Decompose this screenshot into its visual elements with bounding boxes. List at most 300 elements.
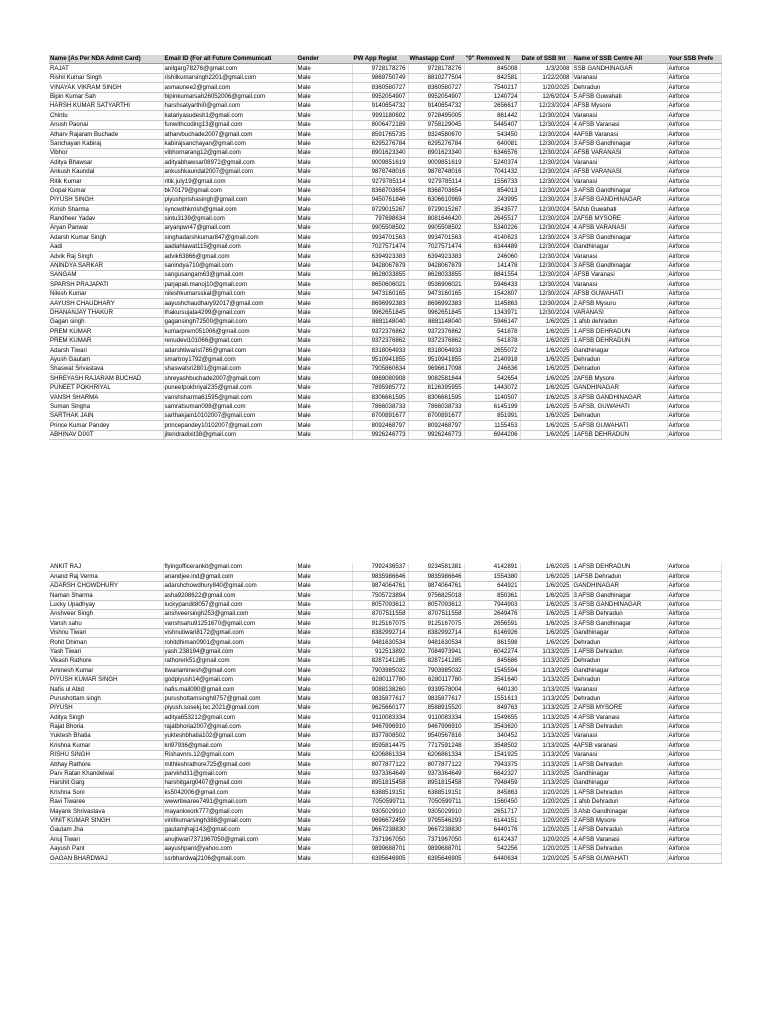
name-cell: Vishnu Tiwari [49,628,163,637]
ssb-centre-cell: 1 AFSB Dehradun [572,825,667,834]
email-cell: ks5042006@gmail.com [163,788,296,797]
table-row [49,807,721,816]
removed-cell: 7540217 [464,83,520,92]
table-row [49,355,721,364]
ssb-centre-cell: 5 AFSB, GUWAHATI [572,402,667,411]
email-cell: flyingofficerankit@gmail.com [163,563,296,572]
pw-app-cell: 7895985772 [352,383,408,392]
gender-cell: Male [296,83,352,92]
ssb-pref-cell: Airforce [667,694,721,703]
ssb-date-cell: 1/6/2025 [520,609,572,618]
email-cell: princepandey10102007@gmail.com [163,421,296,430]
ssb-centre-cell: 1 AFSB DEHRADUN [572,563,667,572]
gender-cell: Male [296,186,352,195]
gender-cell: Male [296,148,352,157]
ssb-pref-cell: Airforce [667,130,721,139]
email-cell: anilgarg78276@gmail.com [163,64,296,73]
name-cell: Anush Paonai [49,120,163,129]
pw-app-cell: 8382992714 [352,628,408,637]
name-cell: ADARSH CHOWDHURY [49,581,163,590]
ssb-date-cell: 12/30/2024 [520,139,572,148]
email-cell: advik63866@gmail.com [163,252,296,261]
email-cell: anandjee.ind@gmail.com [163,572,296,581]
gender-cell: Male [296,73,352,82]
ssb-centre-cell: Gandhinagar [572,242,667,251]
email-cell: kri97936@gmail.com [163,741,296,750]
table-row [49,430,721,439]
pw-app-cell: 9473160165 [352,289,408,298]
ssb-pref-cell: Airforce [667,572,721,581]
ssb-date-cell: 12/30/2024 [520,308,572,317]
table-row [49,854,721,863]
removed-cell: 246060 [464,252,520,261]
header-ssb-pref: Your SSB Prefe [667,55,721,64]
removed-cell: 6146926 [464,628,520,637]
pw-app-cell: 8077877122 [352,760,408,769]
table-row [49,402,721,411]
table-row [49,722,721,731]
name-cell: Rajat Bhoria [49,722,163,731]
removed-cell: 1140507 [464,393,520,402]
email-cell: mayankwork777@gmail.com [163,807,296,816]
ssb-centre-cell: 2 AFSB Mysuru [572,299,667,308]
ssb-pref-cell: Airforce [667,167,721,176]
ssb-date-cell: 12/30/2024 [520,214,572,223]
ssb-date-cell: 12/30/2024 [520,299,572,308]
pw-app-cell: 7992436537 [352,563,408,572]
removed-cell: 7041432 [464,167,520,176]
ssb-centre-cell: 3 AFSB Gandhinagar [572,139,667,148]
table-row [49,825,721,834]
gender-cell: Male [296,242,352,251]
whatsapp-cell: 9536906021 [408,280,464,289]
ssb-centre-cell: Dehradun [572,411,667,420]
ssb-centre-cell: Varanasi [572,732,667,741]
removed-cell: 141478 [464,261,520,270]
header-whatsapp: Whastapp Conf [408,55,464,64]
whatsapp-cell: 9481630534 [408,638,464,647]
name-cell: Aditya Singh [49,713,163,722]
whatsapp-cell: 8628033855 [408,270,464,279]
gender-cell: Male [296,854,352,863]
ssb-centre-cell: 3 AFSB GANDHINAGAR [572,393,667,402]
ssb-pref-cell: Airforce [667,374,721,383]
ssb-date-cell: 1/6/2025 [520,572,572,581]
ssb-date-cell: 1/6/2025 [520,581,572,590]
name-cell: Rohit Dhiman [49,638,163,647]
gender-cell: Male [296,835,352,844]
removed-cell: 1155453 [464,421,520,430]
ssb-pref-cell: Airforce [667,854,721,863]
email-cell: luckypandit8057@gmail.com [163,600,296,609]
whatsapp-cell: 9234581381 [408,563,464,572]
removed-cell: 6346576 [464,148,520,157]
removed-cell: 640130 [464,685,520,694]
email-cell: mithleshrathore725@gmail.com [163,760,296,769]
ssb-pref-cell: Airforce [667,346,721,355]
pw-app-cell: 9835877617 [352,694,408,703]
ssb-pref-cell: Airforce [667,289,721,298]
gender-cell: Male [296,393,352,402]
removed-cell: 861598 [464,638,520,647]
ssb-centre-cell: 2AFSB Mysore [572,374,667,383]
removed-cell: 6042274 [464,647,520,656]
name-cell: Adarsh Tiwari [49,346,163,355]
ssb-date-cell: 12/30/2024 [520,261,572,270]
ssb-centre-cell: 4 AFSB Varanasi [572,835,667,844]
whatsapp-cell: 9372376862 [408,327,464,336]
header-pw-app: PW App Regist [352,55,408,64]
table-row [49,591,721,600]
pw-app-cell: 9110083334 [352,713,408,722]
email-cell: rohitdhiman0901@gmail.com [163,638,296,647]
table-row [49,421,721,430]
whatsapp-cell: 8306661595 [408,393,464,402]
table-row [49,647,721,656]
whatsapp-cell: 8368703654 [408,186,464,195]
ssb-centre-cell: 4AFSB Varanasi [572,130,667,139]
removed-cell: 541878 [464,336,520,345]
email-cell: atharvbuchade2007@gmail.com [163,130,296,139]
table-row [49,685,721,694]
pw-app-cell: 8287141285 [352,656,408,665]
ssb-pref-cell: Airforce [667,64,721,73]
table-row [49,73,721,82]
name-cell: Ayush Gautam [49,355,163,364]
ssb-centre-cell: 2 AFSB Mysore [572,816,667,825]
whatsapp-cell: 6295276784 [408,139,464,148]
name-cell: Gagan singh [49,317,163,326]
ssb-date-cell: 12/30/2024 [520,111,572,120]
whatsapp-cell: 9696617098 [408,364,464,373]
ssb-centre-cell: AFSB Mysore [572,101,667,110]
gender-cell: Male [296,816,352,825]
pw-app-cell: 9869750749 [352,73,408,82]
gender-cell: Male [296,120,352,129]
ssb-date-cell: 1/20/2025 [520,788,572,797]
removed-cell: 340452 [464,732,520,741]
ssb-date-cell: 1/6/2025 [520,402,572,411]
ssb-centre-cell: 1AFSB DEHRADUN [572,430,667,439]
ssb-pref-cell: Airforce [667,148,721,157]
name-cell: Aadi [49,242,163,251]
ssb-centre-cell: 3 AFSB GANDHINAGAR [572,600,667,609]
ssb-pref-cell: Airforce [667,120,721,129]
ssb-date-cell: 12/30/2024 [520,289,572,298]
name-cell: GAGAN BHARDWAJ [49,854,163,863]
ssb-date-cell: 12/30/2024 [520,120,572,129]
gender-cell: Male [296,205,352,214]
whatsapp-cell: 8810277504 [408,73,464,82]
email-cell: purushottamsingh8757@gmail.com [163,694,296,703]
gender-cell: Male [296,299,352,308]
ssb-pref-cell: Airforce [667,92,721,101]
ssb-pref-cell: Airforce [667,581,721,590]
pw-app-cell: 912513892 [352,647,408,656]
pw-app-cell: 9009851619 [352,158,408,167]
removed-cell: 6944206 [464,430,520,439]
name-cell: Abhay Rathore [49,760,163,769]
removed-cell: 2651717 [464,807,520,816]
ssb-centre-cell: 3 AFSB Gandhinagar [572,233,667,242]
ssb-centre-cell: 3 AFSB GANDHINAGAR [572,195,667,204]
ssb-centre-cell: VARANASI [572,308,667,317]
name-cell: Sanchayan Kabiraj [49,139,163,148]
gender-cell: Male [296,383,352,392]
pw-app-cell: 797698634 [352,214,408,223]
email-cell: vanshsharma61595@gmail.com [163,393,296,402]
email-cell: sanindya710@gmail.com [163,261,296,270]
ssb-date-cell: 12/30/2024 [520,158,572,167]
email-cell: sintu3139@gmail.com [163,214,296,223]
pw-app-cell: 9140654732 [352,101,408,110]
whatsapp-cell: 9728178276 [408,64,464,73]
whatsapp-cell: 9667238830 [408,825,464,834]
removed-cell: 6142437 [464,835,520,844]
email-cell: rathorerk51@gmail.com [163,656,296,665]
ssb-date-cell: 1/13/2025 [520,722,572,731]
ssb-date-cell: 1/6/2025 [520,563,572,572]
email-cell: nileshkumarsskal@gmail.com [163,289,296,298]
table-row [49,572,721,581]
pw-app-cell: 9729015267 [352,205,408,214]
removed-cell: 1551613 [464,694,520,703]
email-cell: shaswatsri2801@gmail.com [163,364,296,373]
gender-cell: Male [296,101,352,110]
name-cell: Adarsh Kumar Singh [49,233,163,242]
pw-app-cell: 8360580727 [352,83,408,92]
ssb-centre-cell: 1 afsb dehradun [572,317,667,326]
gender-cell: Male [296,722,352,731]
gender-cell: Male [296,139,352,148]
pw-app-cell: 9510941855 [352,355,408,364]
ssb-pref-cell: Airforce [667,299,721,308]
ssb-pref-cell: Airforce [667,591,721,600]
pw-app-cell: 6280117780 [352,675,408,684]
ssb-centre-cell: 1 AFSB Dehradun [572,788,667,797]
name-cell: Shaswat Srivastava [49,364,163,373]
pw-app-cell: 9962651845 [352,308,408,317]
removed-cell: 861442 [464,111,520,120]
pw-app-cell: 8591765735 [352,130,408,139]
whatsapp-cell: 7084973941 [408,647,464,656]
removed-cell: 5946433 [464,280,520,289]
ssb-pref-cell: Airforce [667,101,721,110]
ssb-pref-cell: Airforce [667,280,721,289]
ssb-date-cell: 12/30/2024 [520,270,572,279]
ssb-centre-cell: 3 AFSB Gandhinagar [572,619,667,628]
gender-cell: Male [296,750,352,759]
whatsapp-cell: 9428067879 [408,261,464,270]
email-cell: thakursujata4299@gmail.com [163,308,296,317]
ssb-centre-cell: 5 AFSB Guwahati [572,92,667,101]
table-row [49,101,721,110]
removed-cell: 3543577 [464,205,520,214]
whatsapp-cell: 8126395955 [408,383,464,392]
name-cell: Prince Kumar Pandey [49,421,163,430]
header-removed: "0" Removed N [464,55,520,64]
name-cell: Ravi Tiwaree [49,797,163,806]
ssb-centre-cell: 1 AFSB Dehradun [572,609,667,618]
ssb-pref-cell: Airforce [667,402,721,411]
pw-app-cell: 8318064933 [352,346,408,355]
whatsapp-cell: 6388519151 [408,788,464,797]
ssb-date-cell: 1/6/2025 [520,327,572,336]
removed-cell: 3541640 [464,675,520,684]
ssb-pref-cell: Airforce [667,825,721,834]
ssb-pref-cell: Airforce [667,816,721,825]
pw-app-cell: 6394923383 [352,252,408,261]
whatsapp-cell: 9952054907 [408,92,464,101]
email-cell: vinitkumarsingh388@gmail.com [163,816,296,825]
ssb-centre-cell: Dehradun [572,656,667,665]
email-cell: smartroy1792@gmail.com [163,355,296,364]
ssb-centre-cell: 5Afsb Guwahati [572,205,667,214]
ssb-centre-cell: 2 AFSB MYSORE [572,703,667,712]
ssb-pref-cell: Airforce [667,242,721,251]
ssb-pref-cell: Airforce [667,177,721,186]
table-body-1 [49,64,721,440]
ssb-pref-cell: Airforce [667,600,721,609]
pw-app-cell: 9878748016 [352,167,408,176]
gender-cell: Male [296,111,352,120]
ssb-pref-cell: Airforce [667,685,721,694]
whatsapp-cell: 8077877122 [408,760,464,769]
ssb-centre-cell: Dehradun [572,694,667,703]
name-cell: PIYUSH [49,703,163,712]
pw-app-cell: 9874064761 [352,581,408,590]
whatsapp-cell: 9729015267 [408,205,464,214]
table-row [49,364,721,373]
ssb-date-cell: 1/13/2025 [520,741,572,750]
removed-cell: 542256 [464,844,520,853]
ssb-centre-cell: 4 AFSB Varanasi [572,120,667,129]
ssb-centre-cell: 4 AFSB VARANASI [572,224,667,233]
name-cell: Gautam Jha [49,825,163,834]
name-cell: Purushottam singh [49,694,163,703]
table-row [49,299,721,308]
removed-cell: 845686 [464,656,520,665]
ssb-date-cell: 1/6/2025 [520,591,572,600]
table-row [49,233,721,242]
whatsapp-cell: 8081646420 [408,214,464,223]
email-cell: aditya653212@gmail.com [163,713,296,722]
email-cell: wwwrtiwaree7491@gmail.com [163,797,296,806]
whatsapp-cell: 7027571474 [408,242,464,251]
ssb-date-cell: 1/6/2025 [520,383,572,392]
ssb-centre-cell: Gandhinagar [572,628,667,637]
gender-cell: Male [296,600,352,609]
ssb-date-cell: 1/13/2025 [520,778,572,787]
email-cell: aayushpant@yahoo.com [163,844,296,853]
gender-cell: Male [296,158,352,167]
name-cell: PIYUSH KUMAR SINGH [49,675,163,684]
ssb-pref-cell: Airforce [667,421,721,430]
whatsapp-cell: 7903985032 [408,666,464,675]
removed-cell: 7943375 [464,760,520,769]
removed-cell: 1240724 [464,92,520,101]
gender-cell: Male [296,675,352,684]
ssb-pref-cell: Airforce [667,713,721,722]
ssb-date-cell: 1/13/2025 [520,750,572,759]
name-cell: RAJAT [49,64,163,73]
email-cell: parjapati.manoj10@gmail.com [163,280,296,289]
whatsapp-cell: 6306610969 [408,195,464,204]
ssb-centre-cell: 1 AFSB Dehradun [572,647,667,656]
ssb-date-cell: 1/13/2025 [520,713,572,722]
gender-cell: Male [296,741,352,750]
ssb-pref-cell: Airforce [667,364,721,373]
name-cell: VANSH SHARMA [49,393,163,402]
ssb-centre-cell: Dehradun [572,638,667,647]
gender-cell: Male [296,581,352,590]
email-cell: shreyashbuchade2007@gmail.com [163,374,296,383]
whatsapp-cell: 8951815458 [408,778,464,787]
gender-cell: Male [296,685,352,694]
ssb-centre-cell: 1 afsb Dehradun [572,797,667,806]
name-cell: Lucky Upadhyay [49,600,163,609]
removed-cell: 6440176 [464,825,520,834]
table-row [49,289,721,298]
name-cell: AAYUSH CHAUDHARY [49,299,163,308]
table-row [49,769,721,778]
ssb-pref-cell: Airforce [667,741,721,750]
name-cell: Chintu [49,111,163,120]
email-cell: anshveersingh253@gmail.com [163,609,296,618]
ssb-pref-cell: Airforce [667,224,721,233]
removed-cell: 246636 [464,364,520,373]
removed-cell: 849763 [464,703,520,712]
whatsapp-cell: 8057093612 [408,600,464,609]
ssb-date-cell: 1/6/2025 [520,355,572,364]
table-row [49,92,721,101]
gender-cell: Male [296,355,352,364]
removed-cell: 644921 [464,581,520,590]
pw-app-cell: 9088138260 [352,685,408,694]
name-cell: Mayank Shrivastava [49,807,163,816]
gender-cell: Male [296,430,352,439]
email-cell: bk70179@gmail.com [163,186,296,195]
whatsapp-cell: 8318064933 [408,346,464,355]
pw-app-cell: 6395646905 [352,854,408,863]
ssb-centre-cell: Varanasi [572,280,667,289]
pw-app-cell: 9835986646 [352,572,408,581]
removed-cell: 1545594 [464,666,520,675]
spreadsheet-block-2 [49,563,722,864]
gender-cell: Male [296,214,352,223]
email-cell: godpiyush14@gmail.com [163,675,296,684]
ssb-pref-cell: Airforce [667,666,721,675]
name-cell: RISHU SINGH [49,750,163,759]
ssb-pref-cell: Airforce [667,797,721,806]
ssb-centre-cell: 3 Afsb Gandhinagar [572,807,667,816]
email-cell: tiwariaminesh@gmail.com [163,666,296,675]
ssb-date-cell: 1/20/2025 [520,797,572,806]
email-cell: bipinkumarsah26052006@gmail.com [163,92,296,101]
removed-cell: 2140918 [464,355,520,364]
whatsapp-cell: 9835877617 [408,694,464,703]
ssb-centre-cell: Gandhinagar [572,778,667,787]
gender-cell: Male [296,327,352,336]
gender-cell: Male [296,563,352,572]
whatsapp-cell: 9874064761 [408,581,464,590]
whatsapp-cell: 9324580670 [408,130,464,139]
table-row [49,346,721,355]
whatsapp-cell: 9756825018 [408,591,464,600]
removed-cell: 845008 [464,64,520,73]
table-row [49,317,721,326]
gender-cell: Male [296,732,352,741]
